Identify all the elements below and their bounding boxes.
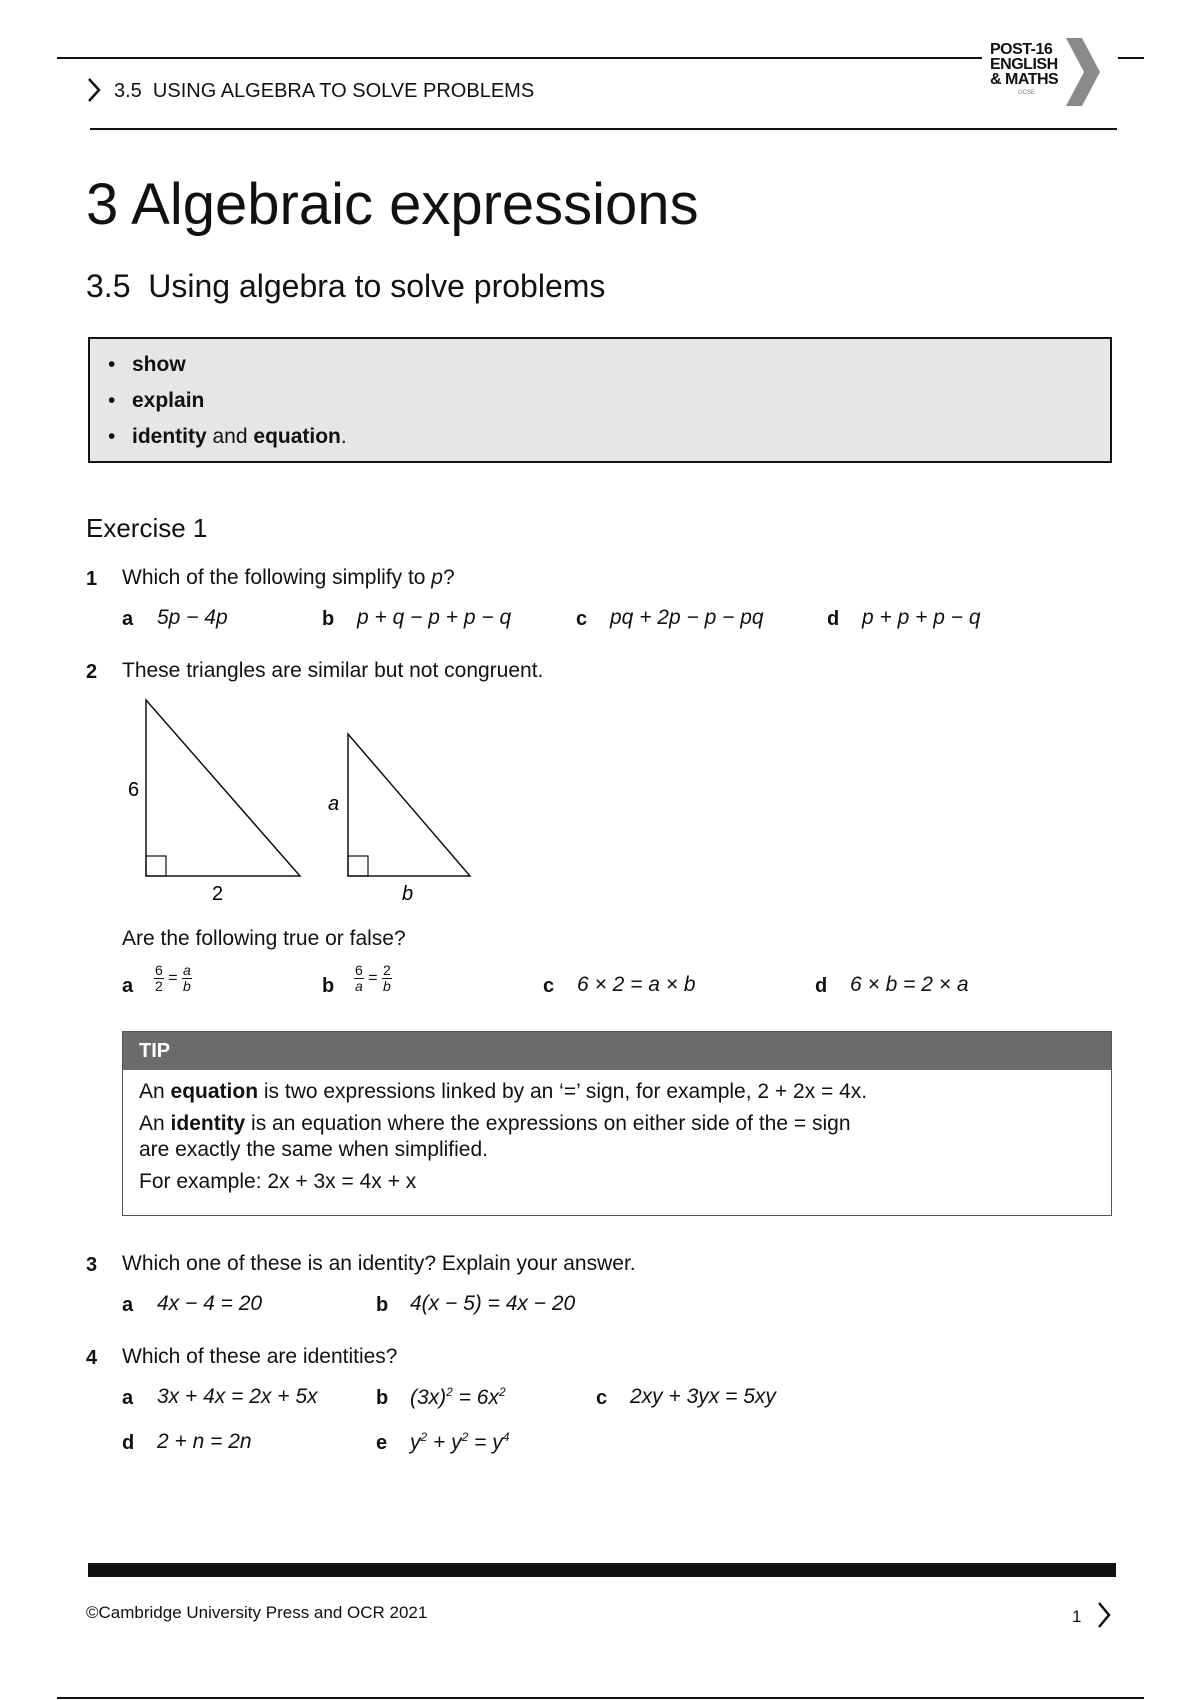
- q2a-eq: =: [168, 969, 178, 987]
- q1-text: [122, 566, 455, 590]
- q2c-expr: 6 × 2 = a × b: [577, 973, 696, 996]
- q1-text-pre: Which of the following simplify to: [122, 566, 432, 589]
- q4b-exp1: 2: [446, 1385, 453, 1399]
- bullet-icon: •: [108, 353, 116, 376]
- q2c-label: c: [543, 975, 555, 997]
- tip-l2-pre: An: [139, 1112, 171, 1135]
- q1b-expr: p + q − p + p − q: [357, 606, 512, 629]
- objective-item: [108, 425, 347, 449]
- tip-line-2: [139, 1112, 851, 1136]
- footer-thick-rule: [88, 1563, 1116, 1577]
- q4a-expr: 3x + 4x = 2x + 5x: [157, 1385, 318, 1408]
- header-bottom-rule: [90, 128, 1117, 130]
- q2a-den1: 2: [155, 978, 163, 994]
- q3b-expr: 4(x − 5) = 4x − 20: [410, 1292, 576, 1315]
- q2d-expr: 6 × b = 2 × a: [850, 973, 969, 996]
- tri1-height-label: 6: [128, 779, 140, 801]
- footer-copyright: ©Cambridge University Press and OCR 2021: [86, 1603, 428, 1622]
- logo-side-rule: [1118, 57, 1144, 59]
- tip-line-3: are exactly the same when simplified.: [139, 1138, 488, 1161]
- q1-number: 1: [86, 568, 98, 590]
- right-angle-mark-large: [146, 856, 166, 876]
- q4e-label: e: [376, 1432, 388, 1454]
- tri2-base-label: b: [402, 883, 414, 905]
- tip-line-1: [139, 1080, 867, 1104]
- logo-line4: GCSE: [1018, 90, 1036, 96]
- bullet-icon: •: [108, 425, 116, 448]
- q3a-label: a: [122, 1294, 134, 1316]
- q1c-label: c: [576, 608, 588, 630]
- logo-line2: ENGLISH: [990, 56, 1058, 73]
- q3b-label: b: [376, 1294, 389, 1316]
- objective-show: show: [132, 353, 186, 376]
- objective-equation: equation: [253, 425, 341, 448]
- q4-number: 4: [86, 1347, 98, 1369]
- tri2-height-label: a: [328, 793, 340, 815]
- objective-period: .: [340, 425, 347, 448]
- q4e-expr: [410, 1430, 509, 1455]
- q2a-den2: b: [183, 978, 191, 994]
- q1d-expr: p + p + p − q: [862, 606, 981, 629]
- tip-box: [122, 1031, 1112, 1216]
- q2a-expr: [154, 963, 192, 994]
- q4e-y1: y: [410, 1431, 421, 1454]
- q4b-label: b: [376, 1387, 389, 1409]
- page-subtitle: 3.5 Using algebra to solve problems: [86, 268, 606, 304]
- q2b-den1: a: [355, 978, 363, 994]
- q4b-mid: = 6x: [452, 1386, 499, 1409]
- q1b-label: b: [322, 608, 335, 630]
- triangle-small: [348, 734, 470, 876]
- q1d-label: d: [827, 608, 840, 630]
- q2b-num2: 2: [383, 962, 391, 978]
- q4e-exp3: 4: [502, 1430, 510, 1444]
- triangles-diagram: [120, 690, 480, 910]
- tip-l1-pre: An: [139, 1080, 171, 1103]
- q4e-exp1: 2: [420, 1430, 428, 1444]
- q2d-label: d: [815, 975, 828, 997]
- post16-logo: [982, 38, 1122, 106]
- tip-line-4: For example: 2x + 3x = 4x + x: [139, 1170, 417, 1193]
- page-number: 1: [1072, 1607, 1082, 1626]
- chevron-right-icon: [86, 76, 102, 104]
- q1-text-post: ?: [442, 566, 455, 589]
- right-angle-mark-small: [348, 856, 368, 876]
- objective-item: [108, 389, 204, 413]
- tip-heading: TIP: [123, 1032, 1111, 1070]
- q1-text-var: p: [431, 566, 443, 589]
- q4d-label: d: [122, 1432, 135, 1454]
- q2-text: These triangles are similar but not congruent.: [122, 659, 544, 682]
- bullet-icon: •: [108, 389, 116, 412]
- q4b-base: (3x): [410, 1386, 447, 1409]
- page-title: 3 Algebraic expressions: [86, 172, 699, 237]
- header-section-label: 3.5 USING ALGEBRA TO SOLVE PROBLEMS: [114, 80, 535, 102]
- q4-text: Which of these are identities?: [122, 1345, 398, 1368]
- q4e-eq: = y: [468, 1431, 503, 1454]
- q1a-label: a: [122, 608, 134, 630]
- q4d-expr: 2 + n = 2n: [157, 1430, 252, 1453]
- q2-prompt: Are the following true or false?: [122, 927, 406, 950]
- q2b-expr: [354, 963, 392, 994]
- objective-item: [108, 353, 186, 377]
- q2b-num1: 6: [355, 962, 363, 978]
- q2-number: 2: [86, 661, 98, 683]
- q2b-label: b: [322, 975, 335, 997]
- q4b-exp2: 2: [498, 1385, 506, 1399]
- exercise-title: Exercise 1: [86, 513, 208, 543]
- objective-explain: explain: [132, 389, 205, 412]
- q4e-exp2: 2: [461, 1430, 469, 1444]
- q4c-expr: 2xy + 3yx = 5xy: [630, 1385, 776, 1408]
- tip-l1-bold: equation: [170, 1080, 259, 1103]
- q2a-label: a: [122, 975, 134, 997]
- objectives-box: [88, 337, 1112, 463]
- q4c-label: c: [596, 1387, 608, 1409]
- q4b-expr: [410, 1385, 506, 1410]
- header-top-rule: [57, 57, 1144, 59]
- footer-bottom-rule: [57, 1697, 1144, 1699]
- q3-text: Which one of these is an identity? Explain your answer.: [122, 1252, 636, 1275]
- tip-l2-bold: identity: [170, 1112, 246, 1135]
- next-page-chevron-icon[interactable]: [1096, 1600, 1112, 1630]
- logo-chevron-icon: [1062, 38, 1102, 106]
- q2b-den2: b: [383, 978, 391, 994]
- logo-line1: POST-16: [990, 41, 1053, 58]
- triangle-large: [146, 700, 300, 876]
- tip-l2-post: is an equation where the expressions on either side of the = sign: [245, 1112, 851, 1135]
- q3a-expr: 4x − 4 = 20: [157, 1292, 263, 1315]
- q1a-expr: 5p − 4p: [157, 606, 228, 629]
- q4a-label: a: [122, 1387, 134, 1409]
- q1c-expr: pq + 2p − p − pq: [610, 606, 764, 629]
- q2a-num2: a: [183, 962, 191, 978]
- q3-number: 3: [86, 1254, 98, 1276]
- q4e-plus: + y: [427, 1431, 462, 1454]
- q2a-num1: 6: [155, 962, 163, 978]
- objective-and: and: [206, 425, 254, 448]
- objective-identity: identity: [132, 425, 207, 448]
- tip-l1-post: is two expressions linked by an ‘=’ sign, for example, 2 + 2x = 4x.: [258, 1080, 868, 1103]
- logo-line3: & MATHS: [990, 71, 1059, 88]
- q2b-eq: =: [368, 969, 378, 987]
- tri1-base-label: 2: [212, 883, 224, 905]
